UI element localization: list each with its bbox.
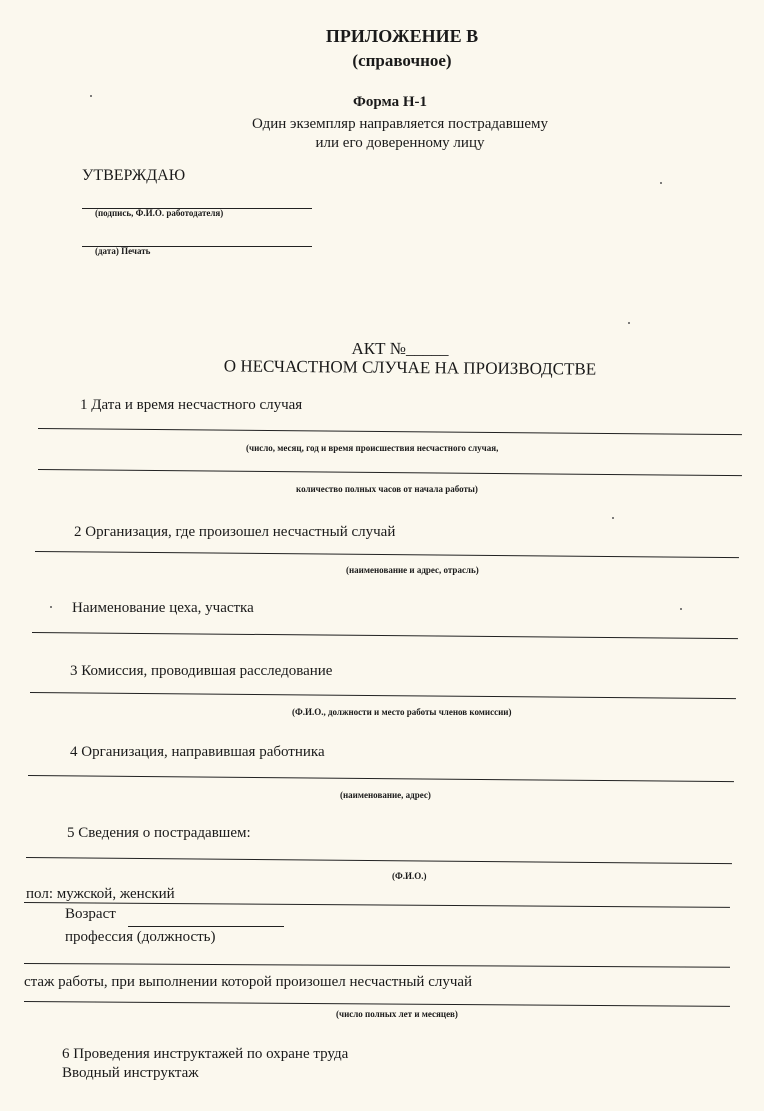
act-number: АКТ №_____ (351, 339, 449, 358)
scan-speck (612, 517, 614, 519)
scan-speck (50, 606, 52, 608)
appendix-note: (справочное) (352, 51, 452, 70)
section-2-label: 2 Организация, где произошел несчастный случай (74, 524, 396, 540)
section-1-line-1 (38, 428, 742, 435)
appendix-title: ПРИЛОЖЕНИЕ В (325, 26, 479, 46)
experience-line (24, 1001, 730, 1007)
section-4-label: 4 Организация, направившая работника (70, 744, 325, 760)
scan-speck (660, 182, 662, 184)
intro-briefing-label: Вводный инструктаж (62, 1065, 199, 1081)
age-label: Возраст (65, 906, 116, 922)
experience-caption: (число полных лет и месяцев) (336, 1009, 458, 1019)
age-line (128, 926, 284, 927)
section-4-line (28, 775, 734, 782)
section-2-line (35, 551, 739, 558)
section-4-caption: (наименование, адрес) (340, 790, 431, 800)
profession-line (24, 963, 730, 968)
approval-title: УТВЕРЖДАЮ (82, 167, 186, 184)
sex-line (24, 902, 730, 908)
workshop-label: Наименование цеха, участка (72, 600, 254, 616)
act-title: О НЕСЧАСТНОМ СЛУЧАЕ НА ПРОИЗВОДСТВЕ (223, 356, 597, 379)
scan-speck (90, 95, 92, 97)
section-1-caption-1: (число, месяц, год и время происшествия несчастного случая, (246, 443, 499, 453)
section-2-caption: (наименование и адрес, отрасль) (346, 565, 479, 575)
sex-label: пол: мужской, женский (26, 886, 175, 902)
copy-note-line2: или его доверенному лицу (315, 135, 485, 151)
scan-speck (628, 322, 630, 324)
section-1-caption-2: количество полных часов от начала работы) (296, 484, 478, 494)
profession-label: профессия (должность) (65, 929, 216, 945)
section-1-label: 1 Дата и время несчастного случая (80, 397, 303, 413)
section-3-line (30, 692, 736, 699)
scan-speck (680, 608, 682, 610)
date-seal-caption: (дата) Печать (95, 246, 151, 256)
section-5-fio-caption: (Ф.И.О.) (392, 871, 427, 881)
section-6-label: 6 Проведения инструктажей по охране труда (62, 1046, 349, 1062)
section-5-fio-line (26, 857, 732, 864)
copy-note-line1: Один экземпляр направляется пострадавшему (251, 116, 548, 132)
section-5-label: 5 Сведения о пострадавшем: (67, 825, 251, 841)
section-3-caption: (Ф.И.О., должности и место работы членов комиссии) (292, 707, 512, 717)
form-number: Форма Н-1 (352, 94, 428, 110)
workshop-line (32, 632, 738, 639)
section-3-label: 3 Комиссия, проводившая расследование (70, 663, 333, 679)
signature-caption: (подпись, Ф.И.О. работодателя) (95, 208, 224, 218)
experience-label: стаж работы, при выполнении которой произошел несчастный случай (24, 974, 473, 990)
section-1-line-2 (38, 469, 742, 476)
